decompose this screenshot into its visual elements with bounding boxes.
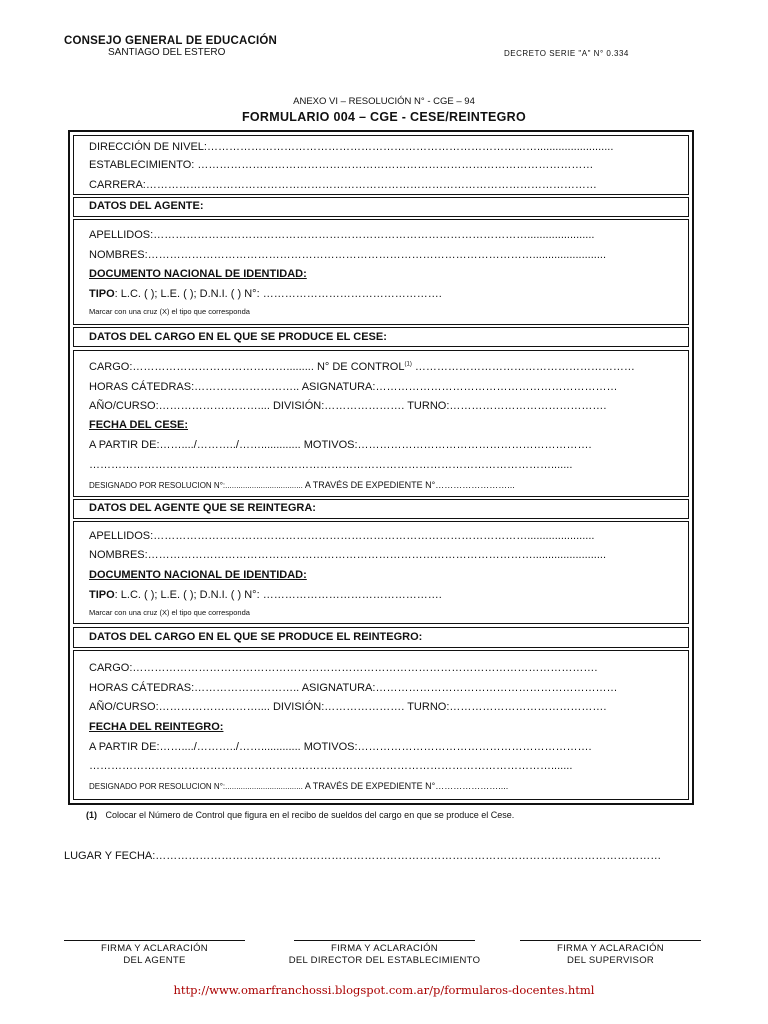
signature-caption-line1: FIRMA Y ACLARACIÓN: [101, 943, 208, 954]
tipo-label: TIPO: [89, 288, 115, 300]
signature-caption-director: [274, 943, 495, 967]
expediente-label: A TRAVÉS DE EXPEDIENTE N°……………………...: [302, 480, 515, 490]
cese-designado-field[interactable]: [89, 479, 515, 491]
signature-caption-agent: [64, 943, 245, 967]
signature-caption-line2: DEL DIRECTOR DEL ESTABLECIMIENTO: [288, 955, 481, 966]
tipo-options: : L.C. ( ); L.E. ( ); D.N.I. ( ) N°: ………………………………………….: [114, 288, 442, 300]
reintegro-horas-field[interactable]: HORAS CÁTEDRAS:……………………….. ASIGNATURA:…………………………………………………………: [89, 682, 618, 694]
agent-tipo-field[interactable]: [89, 288, 442, 300]
annex-line: ANEXO VI – RESOLUCIÓN N° - CGE – 94: [293, 96, 475, 107]
cese-fecha-title: FECHA DEL CESE:: [89, 419, 189, 431]
expediente-label: A TRAVÉS DE EXPEDIENTE N°…………………....: [302, 781, 509, 791]
decree: DECRETO SERIE "A" N° 0.334: [504, 49, 629, 58]
designado-label: DESIGNADO POR RESOLUCION N°:...................................: [89, 782, 303, 791]
reintegro-cargo-field[interactable]: CARGO:……………………………………………………………………………………………………………….: [89, 662, 598, 674]
agent2-tipo-field[interactable]: [89, 589, 442, 601]
cese-cargo-field[interactable]: [89, 361, 635, 373]
signature-caption-line2: DEL SUPERVISOR: [566, 955, 655, 966]
agent2-dni-title: DOCUMENTO NACIONAL DE IDENTIDAD:: [89, 569, 307, 581]
signature-caption-line1: FIRMA Y ACLARACIÓN: [557, 943, 664, 954]
direccion-field[interactable]: DIRECCIÓN DE NIVEL:……………………………………………………………………………….........................: [89, 141, 614, 153]
cese-dots-line[interactable]: ……………………………………………………………………………………………………………….......: [89, 459, 573, 471]
agent-dni-title: DOCUMENTO NACIONAL DE IDENTIDAD:: [89, 268, 307, 280]
lugar-fecha-field[interactable]: LUGAR Y FECHA:…………………………………………………………………………………………………………………………: [64, 850, 662, 862]
footnote-text: Colocar el Número de Control que figura en el recibo de sueldos del cargo en que se produce el Cese.: [105, 810, 515, 820]
footnote-ref: (1): [404, 361, 412, 368]
signature-caption-supervisor: [520, 943, 701, 967]
cese-section-title: DATOS DEL CARGO EN EL QUE SE PRODUCE EL CESE:: [89, 331, 387, 343]
agent2-nombres-field[interactable]: NOMBRES:……………………………………………………………………………………………........................: [89, 549, 607, 561]
signature-caption-line1: FIRMA Y ACLARACIÓN: [331, 943, 438, 954]
designado-label: DESIGNADO POR RESOLUCION N°:...................................: [89, 481, 303, 490]
reintegro-anio-field[interactable]: AÑO/CURSO:……………………….... DIVISIÓN:…………………. TURNO:…………………………………….: [89, 701, 607, 713]
agent-nombres-field[interactable]: NOMBRES:……………………………………………………………………………………………........................: [89, 249, 607, 261]
signature-line-director[interactable]: [294, 940, 475, 941]
reintegra-section-title: DATOS DEL AGENTE QUE SE REINTEGRA:: [89, 502, 316, 514]
tipo-label: TIPO: [89, 589, 115, 601]
reintegro-section-title: DATOS DEL CARGO EN EL QUE SE PRODUCE EL REINTEGRO:: [89, 631, 423, 643]
cese-horas-field[interactable]: HORAS CÁTEDRAS:……………………….. ASIGNATURA:…………………………………………………………: [89, 381, 618, 393]
source-url-link[interactable]: http://www.omarfranchossi.blogspot.com.ar/p/formularos-docentes.html: [173, 983, 595, 997]
agent2-hint: Marcar con una cruz (X) el tipo que corresponda: [89, 608, 250, 617]
reintegro-partir-field[interactable]: A PARTIR DE:……..../………../……............. MOTIVOS:……………………………………………………….: [89, 741, 592, 753]
signature-line-supervisor[interactable]: [520, 940, 701, 941]
footnote: [86, 810, 514, 820]
reintegro-designado-field[interactable]: [89, 780, 508, 792]
control-dots: ……………………………………………………: [411, 361, 635, 373]
footnote-marker: (1): [86, 810, 97, 820]
org-city: SANTIAGO DEL ESTERO: [108, 47, 226, 58]
establecimiento-field[interactable]: ESTABLECIMIENTO: ………………………………………………………………………………………………: [89, 159, 594, 171]
org-name: CONSEJO GENERAL DE EDUCACIÓN: [64, 35, 278, 47]
reintegro-fecha-title: FECHA DEL REINTEGRO:: [89, 721, 224, 733]
cese-anio-field[interactable]: AÑO/CURSO:……………………….... DIVISIÓN:…………………. TURNO:…………………………………….: [89, 400, 607, 412]
agent-section-title: DATOS DEL AGENTE:: [89, 200, 204, 212]
agent-apellidos-field[interactable]: APELLIDOS:…………………………………………………………………………………………......................: [89, 229, 595, 241]
form-title: FORMULARIO 004 – CGE - CESE/REINTEGRO: [241, 110, 527, 124]
carrera-field[interactable]: CARRERA:……………………………………………………………………………………………………………: [89, 179, 597, 191]
reintegro-dots-line[interactable]: ……………………………………………………………………………………………………………….......: [89, 760, 573, 772]
tipo-options: : L.C. ( ); L.E. ( ); D.N.I. ( ) N°: ………………………………………….: [114, 589, 442, 601]
agent2-apellidos-field[interactable]: APELLIDOS:…………………………………………………………………………………………......................: [89, 530, 595, 542]
cargo-label: CARGO:……………………………………......... N° DE CONTROL: [89, 361, 405, 373]
signature-line-agent[interactable]: [64, 940, 245, 941]
cese-partir-field[interactable]: A PARTIR DE:……..../………../……............. MOTIVOS:……………………………………………………….: [89, 439, 592, 451]
agent-hint: Marcar con una cruz (X) el tipo que corresponda: [89, 307, 250, 316]
signature-caption-line2: DEL AGENTE: [123, 955, 186, 966]
